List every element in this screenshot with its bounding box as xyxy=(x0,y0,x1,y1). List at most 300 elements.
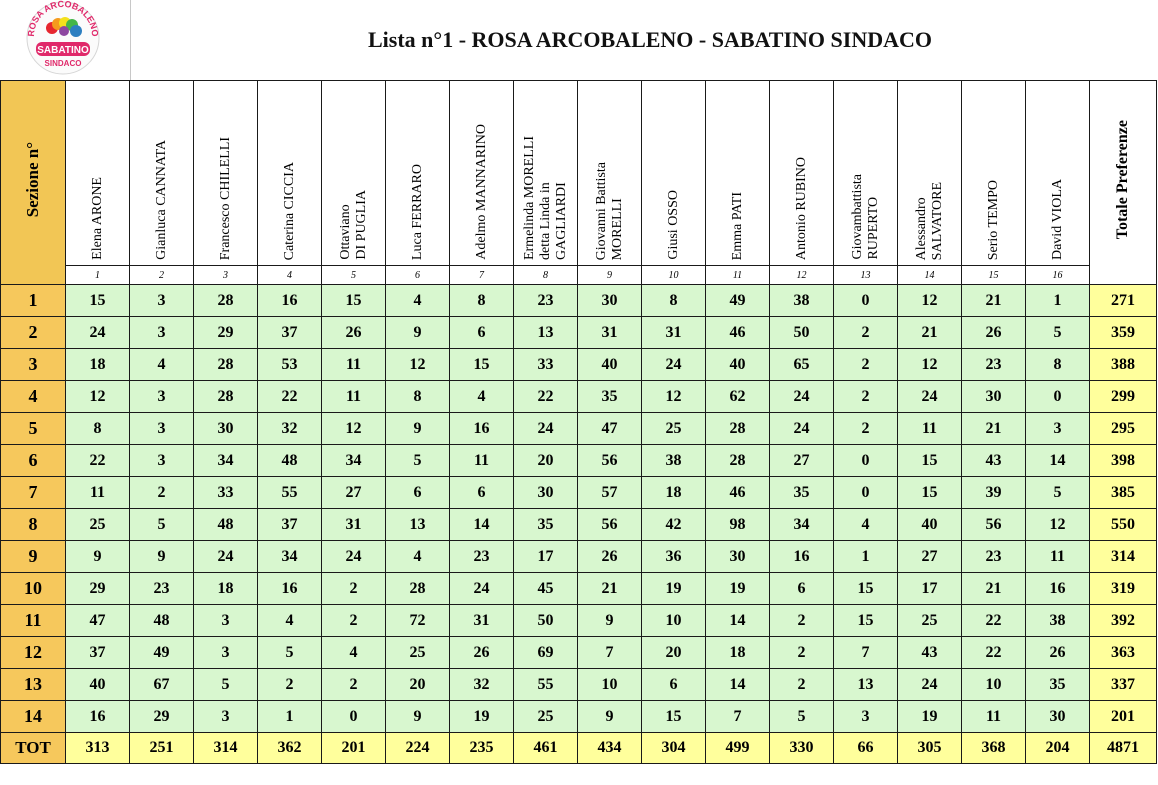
section-header-label: Sezione n° xyxy=(23,142,42,218)
vote-cell: 39 xyxy=(962,477,1026,509)
vote-cell: 30 xyxy=(194,413,258,445)
vote-cell: 98 xyxy=(706,509,770,541)
vote-cell: 25 xyxy=(514,701,578,733)
column-total: 461 xyxy=(514,733,578,764)
vote-cell: 6 xyxy=(770,573,834,605)
vote-cell: 23 xyxy=(514,285,578,317)
logo-arc-text: ROSA ARCOBALENO xyxy=(25,0,101,37)
vote-cell: 38 xyxy=(1026,605,1090,637)
vote-cell: 25 xyxy=(386,637,450,669)
candidate-header xyxy=(258,81,322,266)
vote-cell: 4 xyxy=(834,509,898,541)
candidate-number: 1 xyxy=(66,266,130,285)
candidate-number: 8 xyxy=(514,266,578,285)
vote-cell: 12 xyxy=(322,413,386,445)
vote-cell: 18 xyxy=(66,349,130,381)
vote-cell: 8 xyxy=(66,413,130,445)
vote-cell: 12 xyxy=(386,349,450,381)
vote-cell: 21 xyxy=(898,317,962,349)
results-table xyxy=(0,80,1157,764)
candidate-name: Ottaviano DI PUGLIA xyxy=(337,190,369,260)
vote-cell: 50 xyxy=(514,605,578,637)
vote-cell: 20 xyxy=(386,669,450,701)
vote-cell: 24 xyxy=(66,317,130,349)
candidate-number: 7 xyxy=(450,266,514,285)
vote-cell: 5 xyxy=(258,637,322,669)
vote-cell: 12 xyxy=(898,285,962,317)
candidate-name: Serio TEMPO xyxy=(985,179,1001,260)
vote-cell: 22 xyxy=(66,445,130,477)
vote-cell: 24 xyxy=(194,541,258,573)
vote-cell: 2 xyxy=(322,573,386,605)
vote-cell: 10 xyxy=(962,669,1026,701)
vote-cell: 11 xyxy=(962,701,1026,733)
vote-cell: 2 xyxy=(770,637,834,669)
grand-total: 4871 xyxy=(1090,733,1157,764)
vote-cell: 5 xyxy=(386,445,450,477)
candidate-number: 16 xyxy=(1026,266,1090,285)
candidate-header xyxy=(322,81,386,266)
vote-cell: 28 xyxy=(194,285,258,317)
table-row xyxy=(1,573,1157,605)
vote-cell: 45 xyxy=(514,573,578,605)
vote-cell: 8 xyxy=(642,285,706,317)
vote-cell: 31 xyxy=(450,605,514,637)
vote-cell: 27 xyxy=(898,541,962,573)
section-number: 8 xyxy=(1,509,66,541)
vote-cell: 47 xyxy=(66,605,130,637)
candidate-header xyxy=(578,81,642,266)
candidate-number: 5 xyxy=(322,266,386,285)
vote-cell: 6 xyxy=(386,477,450,509)
vote-cell: 1 xyxy=(1026,285,1090,317)
candidate-header xyxy=(642,81,706,266)
candidate-number: 3 xyxy=(194,266,258,285)
candidate-name: Gianluca CANNATA xyxy=(153,140,169,260)
vote-cell: 11 xyxy=(898,413,962,445)
vote-cell: 34 xyxy=(770,509,834,541)
vote-cell: 48 xyxy=(194,509,258,541)
table-body xyxy=(1,285,1157,764)
section-number: 10 xyxy=(1,573,66,605)
vote-cell: 37 xyxy=(258,509,322,541)
vote-cell: 12 xyxy=(898,349,962,381)
header-row xyxy=(1,81,1157,266)
vote-cell: 4 xyxy=(130,349,194,381)
vote-cell: 15 xyxy=(834,573,898,605)
vote-cell: 19 xyxy=(450,701,514,733)
vote-cell: 4 xyxy=(386,285,450,317)
vote-cell: 48 xyxy=(258,445,322,477)
column-total: 224 xyxy=(386,733,450,764)
section-number: 7 xyxy=(1,477,66,509)
vote-cell: 7 xyxy=(834,637,898,669)
candidate-name: Giovanni Battista MORELLI xyxy=(593,161,625,260)
vote-cell: 3 xyxy=(194,701,258,733)
vote-cell: 11 xyxy=(1026,541,1090,573)
vote-cell: 34 xyxy=(258,541,322,573)
vote-cell: 30 xyxy=(1026,701,1090,733)
column-total: 362 xyxy=(258,733,322,764)
row-total: 398 xyxy=(1090,445,1157,477)
vote-cell: 25 xyxy=(66,509,130,541)
candidate-header xyxy=(66,81,130,266)
section-number: 5 xyxy=(1,413,66,445)
vote-cell: 56 xyxy=(962,509,1026,541)
vote-cell: 16 xyxy=(258,573,322,605)
column-total: 304 xyxy=(642,733,706,764)
vote-cell: 9 xyxy=(130,541,194,573)
vote-cell: 34 xyxy=(194,445,258,477)
vote-cell: 6 xyxy=(450,317,514,349)
candidate-number: 13 xyxy=(834,266,898,285)
row-total: 550 xyxy=(1090,509,1157,541)
vote-cell: 12 xyxy=(642,381,706,413)
section-number: 4 xyxy=(1,381,66,413)
party-logo xyxy=(0,0,130,80)
vote-cell: 7 xyxy=(706,701,770,733)
candidate-name: Adelmo MANNARINO xyxy=(473,124,489,260)
vote-cell: 19 xyxy=(898,701,962,733)
vote-cell: 5 xyxy=(1026,317,1090,349)
vote-cell: 0 xyxy=(834,285,898,317)
vote-cell: 9 xyxy=(386,317,450,349)
vote-cell: 15 xyxy=(450,349,514,381)
vote-cell: 14 xyxy=(706,669,770,701)
vote-cell: 31 xyxy=(322,509,386,541)
candidate-number: 10 xyxy=(642,266,706,285)
vote-cell: 28 xyxy=(194,349,258,381)
vote-cell: 36 xyxy=(642,541,706,573)
vote-cell: 2 xyxy=(834,413,898,445)
table-row xyxy=(1,381,1157,413)
vote-cell: 6 xyxy=(642,669,706,701)
vote-cell: 40 xyxy=(706,349,770,381)
vote-cell: 24 xyxy=(770,413,834,445)
vote-cell: 1 xyxy=(258,701,322,733)
total-header xyxy=(1090,81,1157,285)
vote-cell: 69 xyxy=(514,637,578,669)
table-row xyxy=(1,349,1157,381)
vote-cell: 13 xyxy=(834,669,898,701)
vote-cell: 24 xyxy=(322,541,386,573)
vote-cell: 12 xyxy=(1026,509,1090,541)
vote-cell: 24 xyxy=(898,381,962,413)
vote-cell: 32 xyxy=(258,413,322,445)
vote-cell: 19 xyxy=(706,573,770,605)
vote-cell: 40 xyxy=(66,669,130,701)
section-number: 2 xyxy=(1,317,66,349)
candidate-name: Giovambattista RUPERTO xyxy=(849,174,881,260)
vote-cell: 35 xyxy=(770,477,834,509)
vote-cell: 3 xyxy=(194,637,258,669)
vote-cell: 8 xyxy=(1026,349,1090,381)
vote-cell: 43 xyxy=(962,445,1026,477)
vote-cell: 13 xyxy=(386,509,450,541)
vote-cell: 8 xyxy=(450,285,514,317)
section-number: 9 xyxy=(1,541,66,573)
vote-cell: 24 xyxy=(642,349,706,381)
vote-cell: 9 xyxy=(66,541,130,573)
vote-cell: 34 xyxy=(322,445,386,477)
vote-cell: 2 xyxy=(258,669,322,701)
vote-cell: 5 xyxy=(770,701,834,733)
row-total: 388 xyxy=(1090,349,1157,381)
vote-cell: 49 xyxy=(130,637,194,669)
totals-label: TOT xyxy=(1,733,66,764)
logo-cell xyxy=(0,0,131,80)
vote-cell: 2 xyxy=(130,477,194,509)
vote-cell: 9 xyxy=(578,605,642,637)
vote-cell: 48 xyxy=(130,605,194,637)
candidate-name: Luca FERRARO xyxy=(409,163,425,260)
row-total: 201 xyxy=(1090,701,1157,733)
vote-cell: 47 xyxy=(578,413,642,445)
vote-cell: 11 xyxy=(450,445,514,477)
column-total: 235 xyxy=(450,733,514,764)
candidate-header xyxy=(386,81,450,266)
candidate-header xyxy=(1026,81,1090,266)
vote-cell: 16 xyxy=(1026,573,1090,605)
vote-cell: 12 xyxy=(66,381,130,413)
vote-cell: 3 xyxy=(130,317,194,349)
vote-cell: 21 xyxy=(962,285,1026,317)
vote-cell: 22 xyxy=(258,381,322,413)
totals-row xyxy=(1,733,1157,764)
vote-cell: 42 xyxy=(642,509,706,541)
vote-cell: 62 xyxy=(706,381,770,413)
vote-cell: 21 xyxy=(578,573,642,605)
candidate-number: 11 xyxy=(706,266,770,285)
vote-cell: 23 xyxy=(450,541,514,573)
section-number: 3 xyxy=(1,349,66,381)
candidate-name: Ermelinda MORELLI detta Linda in GAGLIARDI xyxy=(521,135,569,260)
column-total: 66 xyxy=(834,733,898,764)
vote-cell: 6 xyxy=(450,477,514,509)
vote-cell: 24 xyxy=(450,573,514,605)
vote-cell: 16 xyxy=(770,541,834,573)
row-total: 299 xyxy=(1090,381,1157,413)
vote-cell: 46 xyxy=(706,477,770,509)
section-number: 13 xyxy=(1,669,66,701)
vote-cell: 55 xyxy=(514,669,578,701)
vote-cell: 11 xyxy=(66,477,130,509)
table-row xyxy=(1,605,1157,637)
candidate-number: 2 xyxy=(130,266,194,285)
vote-cell: 30 xyxy=(962,381,1026,413)
vote-cell: 21 xyxy=(962,413,1026,445)
vote-cell: 25 xyxy=(642,413,706,445)
vote-cell: 10 xyxy=(642,605,706,637)
logo-sub: SINDACO xyxy=(44,59,82,68)
row-total: 385 xyxy=(1090,477,1157,509)
candidate-name: Giusi OSSO xyxy=(665,190,681,260)
row-total: 314 xyxy=(1090,541,1157,573)
column-total: 204 xyxy=(1026,733,1090,764)
vote-cell: 5 xyxy=(194,669,258,701)
column-total: 368 xyxy=(962,733,1026,764)
vote-cell: 33 xyxy=(194,477,258,509)
vote-cell: 0 xyxy=(834,477,898,509)
vote-cell: 53 xyxy=(258,349,322,381)
vote-cell: 25 xyxy=(898,605,962,637)
vote-cell: 1 xyxy=(834,541,898,573)
candidate-number: 14 xyxy=(898,266,962,285)
vote-cell: 11 xyxy=(322,381,386,413)
vote-cell: 27 xyxy=(770,445,834,477)
column-total: 251 xyxy=(130,733,194,764)
row-total: 271 xyxy=(1090,285,1157,317)
row-total: 295 xyxy=(1090,413,1157,445)
vote-cell: 3 xyxy=(130,445,194,477)
vote-cell: 18 xyxy=(642,477,706,509)
candidate-header xyxy=(130,81,194,266)
table-row xyxy=(1,413,1157,445)
vote-cell: 18 xyxy=(706,637,770,669)
vote-cell: 31 xyxy=(578,317,642,349)
vote-cell: 38 xyxy=(642,445,706,477)
vote-cell: 11 xyxy=(322,349,386,381)
row-total: 363 xyxy=(1090,637,1157,669)
vote-cell: 15 xyxy=(322,285,386,317)
candidate-header xyxy=(834,81,898,266)
vote-cell: 16 xyxy=(66,701,130,733)
vote-cell: 19 xyxy=(642,573,706,605)
candidate-number: 12 xyxy=(770,266,834,285)
vote-cell: 4 xyxy=(258,605,322,637)
candidate-name: David VIOLA xyxy=(1049,178,1065,260)
row-total: 359 xyxy=(1090,317,1157,349)
vote-cell: 21 xyxy=(962,573,1026,605)
vote-cell: 72 xyxy=(386,605,450,637)
vote-cell: 15 xyxy=(642,701,706,733)
table-row xyxy=(1,477,1157,509)
section-number: 12 xyxy=(1,637,66,669)
vote-cell: 2 xyxy=(770,669,834,701)
vote-cell: 2 xyxy=(322,605,386,637)
title-cell xyxy=(130,0,1158,80)
vote-cell: 26 xyxy=(322,317,386,349)
logo-name: SABATINO xyxy=(37,45,89,56)
vote-cell: 8 xyxy=(386,381,450,413)
row-total: 392 xyxy=(1090,605,1157,637)
candidate-name: Francesco CHILELLI xyxy=(217,136,233,260)
candidate-number-row xyxy=(1,266,1157,285)
vote-cell: 13 xyxy=(514,317,578,349)
vote-cell: 15 xyxy=(66,285,130,317)
vote-cell: 0 xyxy=(1026,381,1090,413)
vote-cell: 55 xyxy=(258,477,322,509)
vote-cell: 24 xyxy=(770,381,834,413)
vote-cell: 28 xyxy=(706,413,770,445)
candidate-number: 15 xyxy=(962,266,1026,285)
vote-cell: 37 xyxy=(258,317,322,349)
vote-cell: 26 xyxy=(578,541,642,573)
vote-cell: 26 xyxy=(962,317,1026,349)
candidate-name: Caterina CICCIA xyxy=(281,161,297,260)
column-total: 499 xyxy=(706,733,770,764)
table-row xyxy=(1,541,1157,573)
vote-cell: 14 xyxy=(1026,445,1090,477)
vote-cell: 15 xyxy=(834,605,898,637)
vote-cell: 40 xyxy=(578,349,642,381)
vote-cell: 3 xyxy=(194,605,258,637)
vote-cell: 2 xyxy=(834,381,898,413)
table-row xyxy=(1,637,1157,669)
column-total: 313 xyxy=(66,733,130,764)
vote-cell: 15 xyxy=(898,445,962,477)
candidate-header xyxy=(194,81,258,266)
vote-cell: 35 xyxy=(578,381,642,413)
vote-cell: 4 xyxy=(322,637,386,669)
vote-cell: 14 xyxy=(706,605,770,637)
vote-cell: 24 xyxy=(898,669,962,701)
table-row xyxy=(1,317,1157,349)
vote-cell: 18 xyxy=(194,573,258,605)
candidate-header xyxy=(450,81,514,266)
candidate-header xyxy=(898,81,962,266)
vote-cell: 28 xyxy=(706,445,770,477)
vote-cell: 28 xyxy=(194,381,258,413)
vote-cell: 16 xyxy=(258,285,322,317)
vote-cell: 9 xyxy=(578,701,642,733)
total-header-label: Totale Preferenze xyxy=(1114,120,1131,240)
vote-cell: 23 xyxy=(962,541,1026,573)
candidate-header xyxy=(706,81,770,266)
column-total: 314 xyxy=(194,733,258,764)
vote-cell: 14 xyxy=(450,509,514,541)
vote-cell: 29 xyxy=(194,317,258,349)
vote-cell: 0 xyxy=(834,445,898,477)
vote-cell: 67 xyxy=(130,669,194,701)
candidate-header xyxy=(514,81,578,266)
vote-cell: 9 xyxy=(386,701,450,733)
vote-cell: 29 xyxy=(66,573,130,605)
vote-cell: 28 xyxy=(386,573,450,605)
section-number: 14 xyxy=(1,701,66,733)
vote-cell: 37 xyxy=(66,637,130,669)
vote-cell: 4 xyxy=(386,541,450,573)
vote-cell: 35 xyxy=(1026,669,1090,701)
candidate-number: 9 xyxy=(578,266,642,285)
vote-cell: 57 xyxy=(578,477,642,509)
candidate-name: Elena ARONE xyxy=(89,177,105,260)
vote-cell: 50 xyxy=(770,317,834,349)
vote-cell: 17 xyxy=(514,541,578,573)
vote-cell: 3 xyxy=(130,413,194,445)
vote-cell: 26 xyxy=(450,637,514,669)
vote-cell: 33 xyxy=(514,349,578,381)
vote-cell: 7 xyxy=(578,637,642,669)
candidate-name: Alessandro SALVATORE xyxy=(913,181,945,260)
section-number: 1 xyxy=(1,285,66,317)
vote-cell: 3 xyxy=(130,381,194,413)
candidate-name: Antonio RUBINO xyxy=(793,156,809,260)
column-total: 434 xyxy=(578,733,642,764)
candidate-number: 4 xyxy=(258,266,322,285)
vote-cell: 10 xyxy=(578,669,642,701)
section-number: 11 xyxy=(1,605,66,637)
vote-cell: 0 xyxy=(322,701,386,733)
vote-cell: 15 xyxy=(898,477,962,509)
vote-cell: 16 xyxy=(450,413,514,445)
vote-cell: 22 xyxy=(962,605,1026,637)
table-row xyxy=(1,509,1157,541)
section-number: 6 xyxy=(1,445,66,477)
vote-cell: 22 xyxy=(962,637,1026,669)
candidate-number: 6 xyxy=(386,266,450,285)
vote-cell: 38 xyxy=(770,285,834,317)
